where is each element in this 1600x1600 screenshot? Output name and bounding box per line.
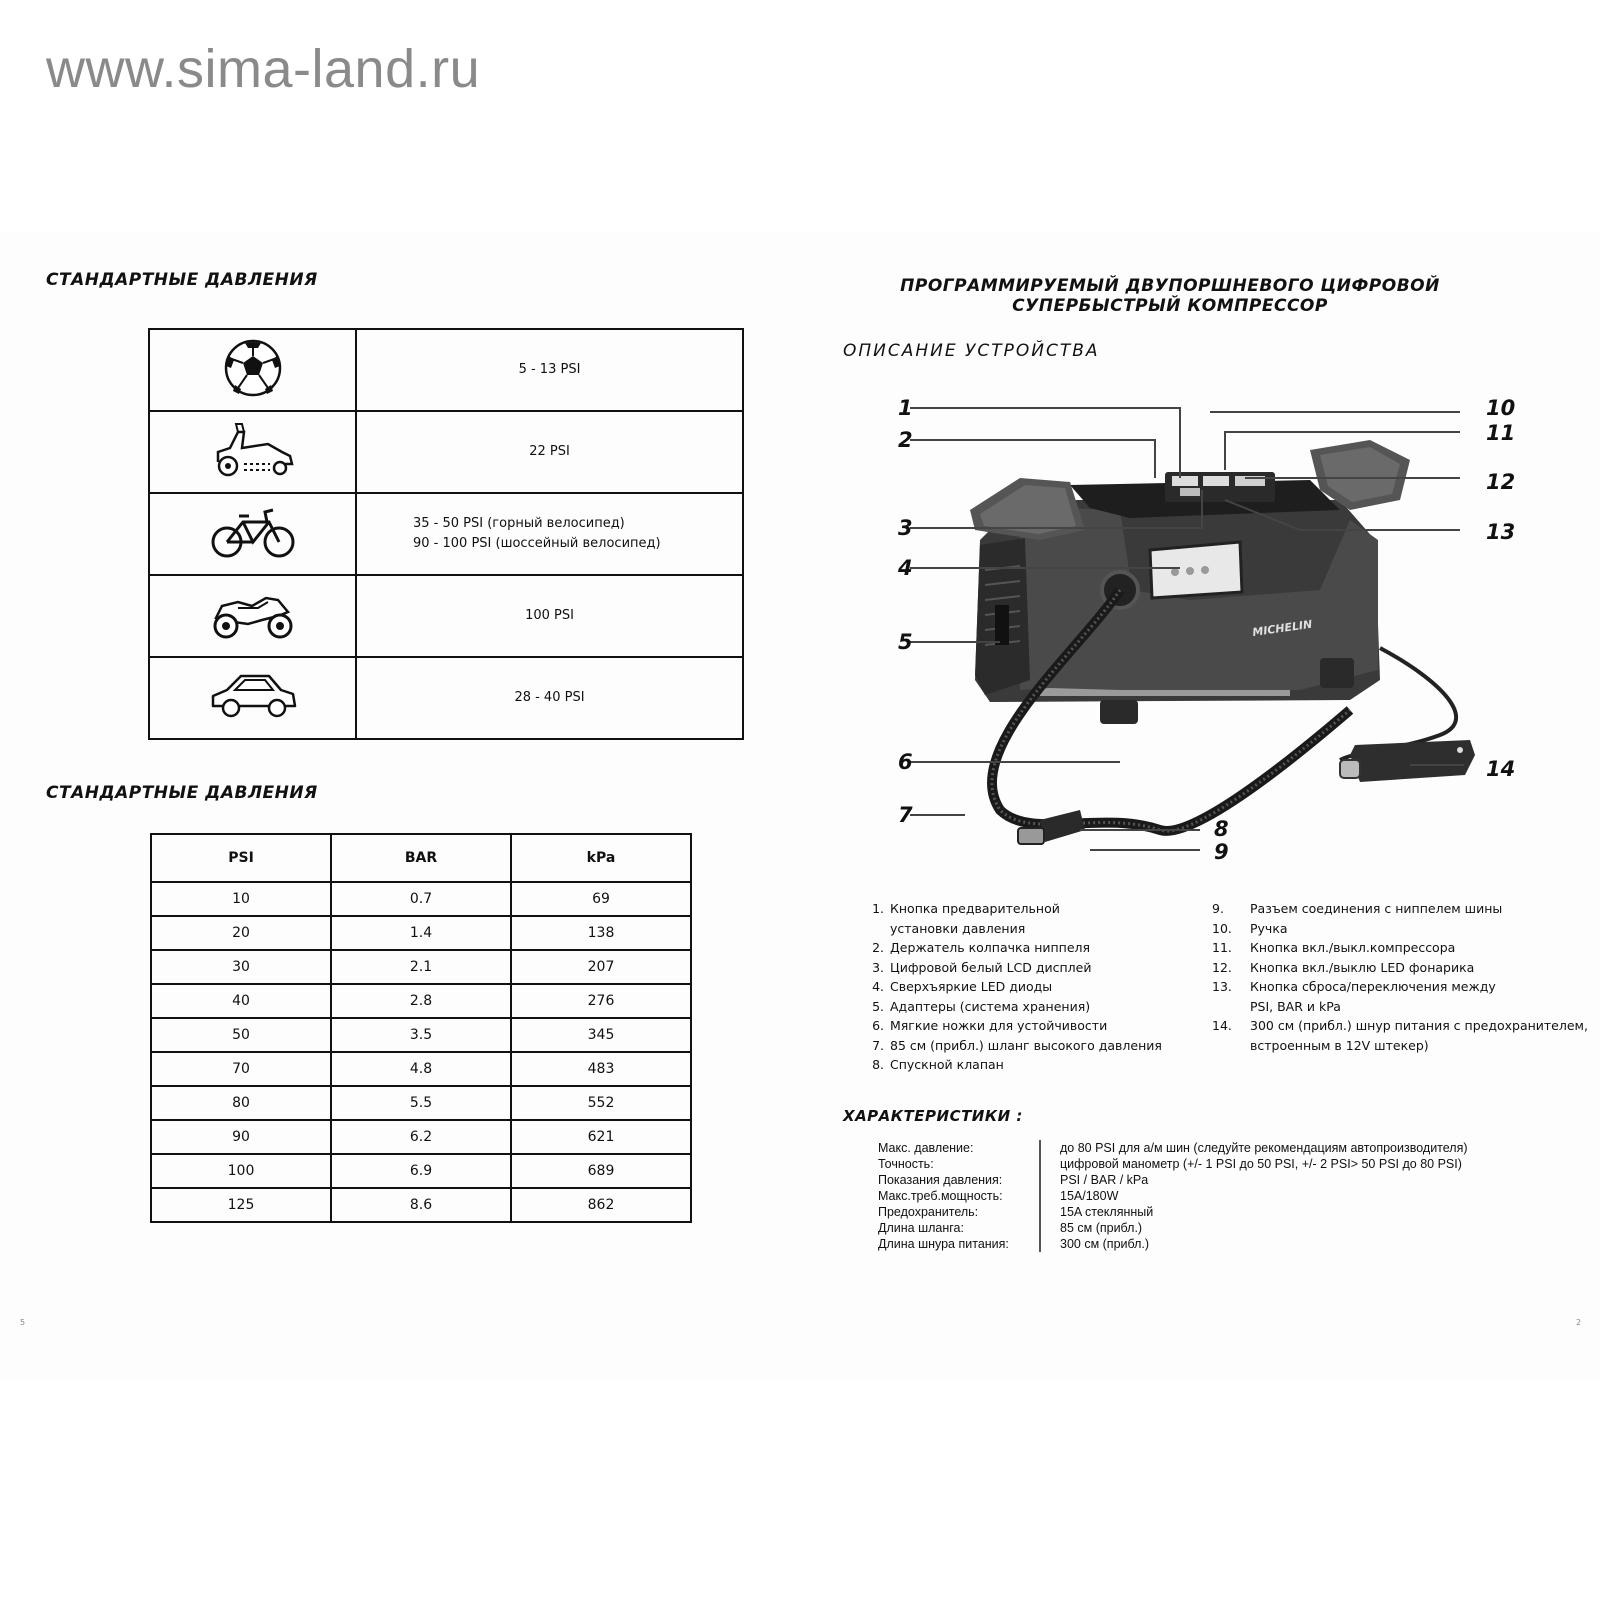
cell: 10 <box>151 882 331 916</box>
table-row <box>149 329 743 411</box>
device-title-line1: ПРОГРАММИРУЕМЫЙ ДВУПОРШНЕВОГО ЦИФРОВОЙ <box>900 276 1440 296</box>
legend-num: 8. <box>872 1057 884 1072</box>
table-row <box>151 1188 691 1222</box>
legend-text: Спускной клапан <box>890 1057 1004 1072</box>
cell: 69 <box>511 882 691 916</box>
soccer-ball-icon <box>149 329 356 411</box>
list-item <box>868 958 1198 978</box>
cell: 2.1 <box>331 950 511 984</box>
legend-text: Разъем соединения с ниппелем шины <box>1250 901 1503 916</box>
list-item <box>868 1016 1198 1036</box>
legend-num: 13. <box>1212 979 1232 994</box>
spec-value: PSI / BAR / kPa <box>1060 1173 1149 1187</box>
cell: 0.7 <box>331 882 511 916</box>
legend-text: Кнопка сброса/переключения между <box>1250 979 1496 994</box>
list-item <box>1212 958 1592 978</box>
device-title-line2: СУПЕРБЫСТРЫЙ КОМПРЕССОР <box>1012 296 1328 316</box>
car-icon <box>149 657 356 739</box>
cell: 207 <box>511 950 691 984</box>
compressor-illustration <box>970 440 1475 844</box>
spec-label: Точность: <box>878 1157 934 1171</box>
callout-1: 1 <box>898 396 913 420</box>
list-item <box>868 1036 1198 1056</box>
legend-num: 12. <box>1212 959 1232 975</box>
legend-num: 6. <box>872 1018 884 1033</box>
watermark: www.sima-land.ru <box>46 39 481 99</box>
cell: 80 <box>151 1086 331 1120</box>
bicycle-icon <box>149 493 356 575</box>
legend-num: 2. <box>872 940 884 955</box>
pressure-value: 22 PSI <box>356 411 743 493</box>
callout-10: 10 <box>1486 396 1516 420</box>
legend-text-cont: установки давления <box>890 920 1026 936</box>
cell: 3.5 <box>331 1018 511 1052</box>
cell: 483 <box>511 1052 691 1086</box>
list-item <box>1212 919 1592 939</box>
list-item <box>868 938 1198 958</box>
list-item <box>1212 977 1592 997</box>
cell: 100 <box>151 1154 331 1188</box>
legend-num: 7. <box>872 1037 884 1053</box>
plug-12v-icon <box>1340 740 1475 782</box>
cell: 1.4 <box>331 916 511 950</box>
spec-value: 300 см (прибл.) <box>1060 1237 1150 1251</box>
table-header-row <box>151 834 691 882</box>
pressure-table <box>148 328 744 740</box>
cell: 8.6 <box>331 1188 511 1222</box>
callout-5: 5 <box>898 630 913 654</box>
table-row <box>151 916 691 950</box>
cell: 138 <box>511 916 691 950</box>
cell: 50 <box>151 1018 331 1052</box>
header-kpa: kPa <box>511 834 691 882</box>
pressure-value: 5 - 13 PSI <box>356 329 743 411</box>
cell: 276 <box>511 984 691 1018</box>
callout-4: 4 <box>898 556 913 580</box>
motorcycle-icon <box>149 575 356 657</box>
legend-num: 4. <box>872 979 884 994</box>
cell: 70 <box>151 1052 331 1086</box>
legend-right <box>1212 899 1592 1055</box>
table-row <box>149 575 743 657</box>
legend-text: Кнопка предварительной <box>890 901 1060 916</box>
spec-label: Длина шнура питания: <box>878 1237 1009 1251</box>
spec-label: Макс.треб.мощность: <box>878 1189 1003 1203</box>
device-subtitle: ОПИСАНИЕ УСТРОЙСТВА <box>843 341 1100 361</box>
pressure-value <box>356 493 743 575</box>
conversion-table <box>150 833 692 1223</box>
cell: 2.8 <box>331 984 511 1018</box>
spec-label: Показания давления: <box>878 1173 1003 1187</box>
brand-label: MICHELIN <box>1251 617 1313 639</box>
legend-text: Цифровой белый LCD дисплей <box>890 959 1092 975</box>
cell: 345 <box>511 1018 691 1052</box>
callout-6: 6 <box>898 750 913 774</box>
table-row <box>149 657 743 739</box>
cell: 125 <box>151 1188 331 1222</box>
specs-title: ХАРАКТЕРИСТИКИ : <box>843 1107 1023 1125</box>
callout-12: 12 <box>1486 470 1516 494</box>
list-item <box>868 977 1198 997</box>
legend-text-cont: встроенным в 12V штекер) <box>1250 1037 1429 1053</box>
legend-text: Держатель колпачка ниппеля <box>890 940 1091 955</box>
spec-label: Длина шланга: <box>878 1221 964 1235</box>
spec-value: 85 см (прибл.) <box>1060 1221 1143 1235</box>
legend-num: 1. <box>872 901 884 916</box>
header-bar: BAR <box>331 834 511 882</box>
bicycle-mtb-pressure: 35 - 50 PSI (горный велосипед) <box>413 516 625 531</box>
cell: 621 <box>511 1120 691 1154</box>
legend-num: 5. <box>872 998 884 1014</box>
legend-text: Кнопка вкл./выклю LED фонарика <box>1250 959 1475 975</box>
callout-13: 13 <box>1486 520 1516 544</box>
table-row <box>151 882 691 916</box>
legend-text: Мягкие ножки для устойчивости <box>890 1018 1108 1033</box>
list-item <box>1212 1016 1592 1036</box>
callout-9: 9 <box>1214 840 1229 864</box>
cell: 5.5 <box>331 1086 511 1120</box>
legend-text: 85 см (прибл.) шланг высокого давления <box>890 1037 1162 1053</box>
header-psi: PSI <box>151 834 331 882</box>
legend-num: 3. <box>872 959 884 975</box>
pressure-value: 28 - 40 PSI <box>356 657 743 739</box>
list-item <box>868 899 1198 919</box>
table-row <box>151 1086 691 1120</box>
legend-num: 11. <box>1212 940 1232 955</box>
cell: 90 <box>151 1120 331 1154</box>
pressure-value: 100 PSI <box>356 575 743 657</box>
cell: 4.8 <box>331 1052 511 1086</box>
pressure-table-title: СТАНДАРТНЫЕ ДАВЛЕНИЯ <box>46 270 318 290</box>
table-row <box>151 1052 691 1086</box>
cell: 862 <box>511 1188 691 1222</box>
table-row <box>149 493 743 575</box>
table-row <box>151 1120 691 1154</box>
callout-8: 8 <box>1214 817 1229 841</box>
callout-14: 14 <box>1486 757 1516 781</box>
specs-block <box>878 1140 1578 1260</box>
legend-text-cont: PSI, BAR и kPa <box>1250 998 1341 1014</box>
spec-label: Предохранитель: <box>878 1205 979 1219</box>
page-number-left: 5 <box>20 1318 26 1327</box>
table-row <box>151 1018 691 1052</box>
conversion-table-title: СТАНДАРТНЫЕ ДАВЛЕНИЯ <box>46 783 318 803</box>
legend-text: Сверхъяркие LED диоды <box>890 979 1053 994</box>
spec-label: Макс. давление: <box>878 1141 974 1155</box>
legend-left <box>868 899 1198 1075</box>
page-number-right: 2 <box>1576 1318 1582 1327</box>
spec-value: 15A/180W <box>1060 1189 1119 1203</box>
compressor-diagram <box>880 390 1530 890</box>
spec-value: до 80 PSI для а/м шин (следуйте рекомендациям автопроизводителя) <box>1060 1141 1468 1155</box>
legend-text: Ручка <box>1250 920 1288 936</box>
cell: 30 <box>151 950 331 984</box>
cell: 20 <box>151 916 331 950</box>
cell: 6.2 <box>331 1120 511 1154</box>
callout-2: 2 <box>898 428 913 452</box>
list-item <box>868 997 1198 1017</box>
table-row <box>149 411 743 493</box>
bicycle-road-pressure: 90 - 100 PSI (шоссейный велосипед) <box>413 536 661 551</box>
specs-divider <box>1039 1140 1041 1252</box>
callout-7: 7 <box>898 803 913 827</box>
cell: 689 <box>511 1154 691 1188</box>
legend-text: Адаптеры (система хранения) <box>890 998 1091 1014</box>
list-item <box>868 1055 1198 1075</box>
lawn-mower-icon <box>149 411 356 493</box>
list-item <box>1212 899 1592 919</box>
cell: 6.9 <box>331 1154 511 1188</box>
callout-3: 3 <box>898 516 913 540</box>
legend-num: 9. <box>1212 901 1224 916</box>
spec-value: цифровой манометр (+/- 1 PSI до 50 PSI, +/- 2 PSI> 50 PSI до 80 PSI) <box>1060 1157 1462 1171</box>
cell: 40 <box>151 984 331 1018</box>
legend-text: Кнопка вкл./выкл.компрессора <box>1250 940 1456 955</box>
callout-11: 11 <box>1486 421 1516 445</box>
table-row <box>151 1154 691 1188</box>
legend-num: 14. <box>1212 1018 1232 1033</box>
cell: 552 <box>511 1086 691 1120</box>
spec-value: 15A стеклянный <box>1060 1205 1154 1219</box>
list-item <box>1212 938 1592 958</box>
table-row <box>151 984 691 1018</box>
legend-text: 300 см (прибл.) шнур питания с предохранителем, <box>1250 1018 1588 1033</box>
table-row <box>151 950 691 984</box>
legend-num: 10. <box>1212 920 1232 936</box>
